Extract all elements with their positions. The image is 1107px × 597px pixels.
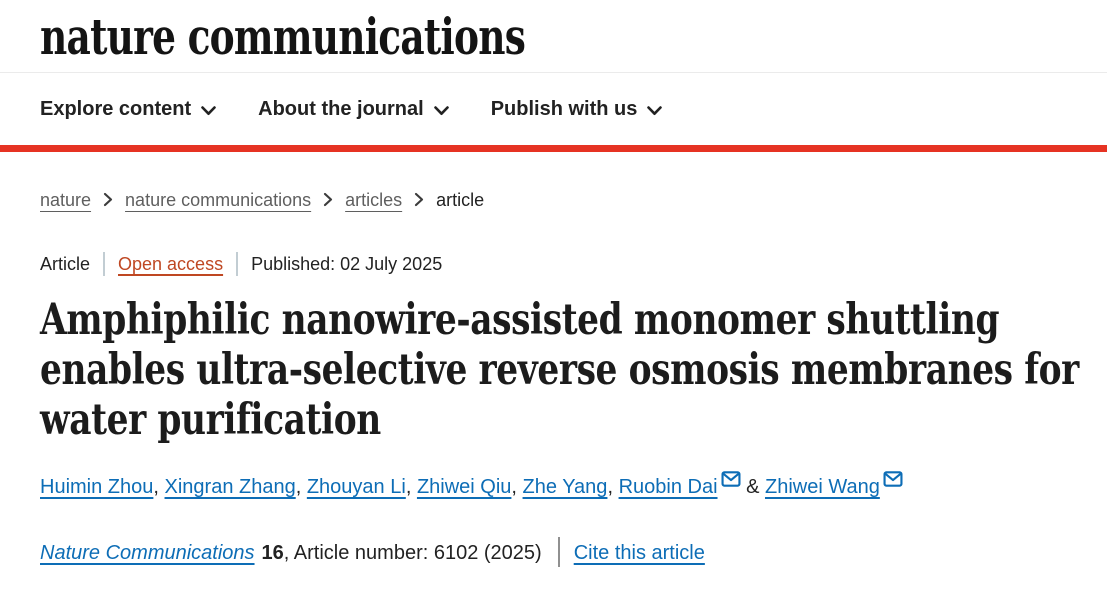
breadcrumb-link-articles[interactable]: articles [345,190,403,210]
citation-line [40,537,1067,567]
journal-logo[interactable]: nature communications [40,7,526,66]
cite-this-article-link[interactable]: Cite this article [573,542,705,564]
nav-item-label: Explore content [40,97,192,120]
breadcrumb-link-nature-communications[interactable]: nature communications [125,190,312,210]
breadcrumb-current: article [436,190,485,210]
author-link[interactable]: Zhouyan Li [306,476,406,498]
published-date: Published: 02 July 2025 [251,254,443,274]
nav-about-the-journal[interactable] [258,98,449,121]
author-link[interactable]: Xingran Zhang [164,476,296,498]
journal-link[interactable]: Nature Communications [40,542,255,564]
article-title [40,295,1079,445]
chevron-right-icon [323,192,333,207]
content-type-label: Article [40,254,91,274]
chevron-down-icon [434,106,449,116]
breadcrumb [40,190,1067,211]
article-number: , Article number: 6102 (2025) [283,542,542,564]
email-author-button[interactable] [721,467,741,495]
author-separator: , [405,476,412,498]
author-link[interactable]: Zhiwei Wang [764,476,880,498]
breadcrumb-link-nature[interactable]: nature [40,190,92,210]
chevron-right-icon [414,192,424,207]
author-separator: , [511,476,517,498]
article-title-line: water purification [40,395,381,445]
author-link[interactable]: Huimin Zhou [40,476,154,498]
ampersand: & [746,476,760,498]
chevron-down-icon [647,106,662,116]
author-link[interactable]: Zhe Yang [522,476,608,498]
brand-accent-bar [0,145,1107,152]
article-title-line: enables ultra-selective reverse osmosis membranes for [40,345,1079,395]
author-separator: , [607,476,613,498]
nav-publish-with-us[interactable] [491,98,663,121]
author-link[interactable]: Zhiwei Qiu [416,476,512,498]
nav-item-label: Publish with us [490,97,638,120]
article-header [0,190,1107,567]
author-separator: , [295,476,302,498]
email-author-button[interactable] [883,467,903,495]
article-title-line: Amphiphilic nanowire-assisted monomer shuttling [40,295,1000,345]
chevron-down-icon [201,106,216,116]
envelope-icon [721,471,741,487]
volume-number: 16 [261,542,284,564]
envelope-icon [883,471,903,487]
citation-divider [558,537,560,567]
meta-divider [236,252,238,276]
nav-item-label: About the journal [258,97,424,120]
author-link[interactable]: Ruobin Dai [618,476,718,498]
nav-explore-content[interactable] [40,98,216,121]
masthead [0,0,1107,73]
meta-divider [103,252,105,276]
open-access-link[interactable]: Open access [118,254,224,274]
article-meta [40,251,1067,277]
author-separator: , [153,476,159,498]
chevron-right-icon [103,192,113,207]
main-nav [0,73,1107,145]
author-list [40,473,1067,501]
